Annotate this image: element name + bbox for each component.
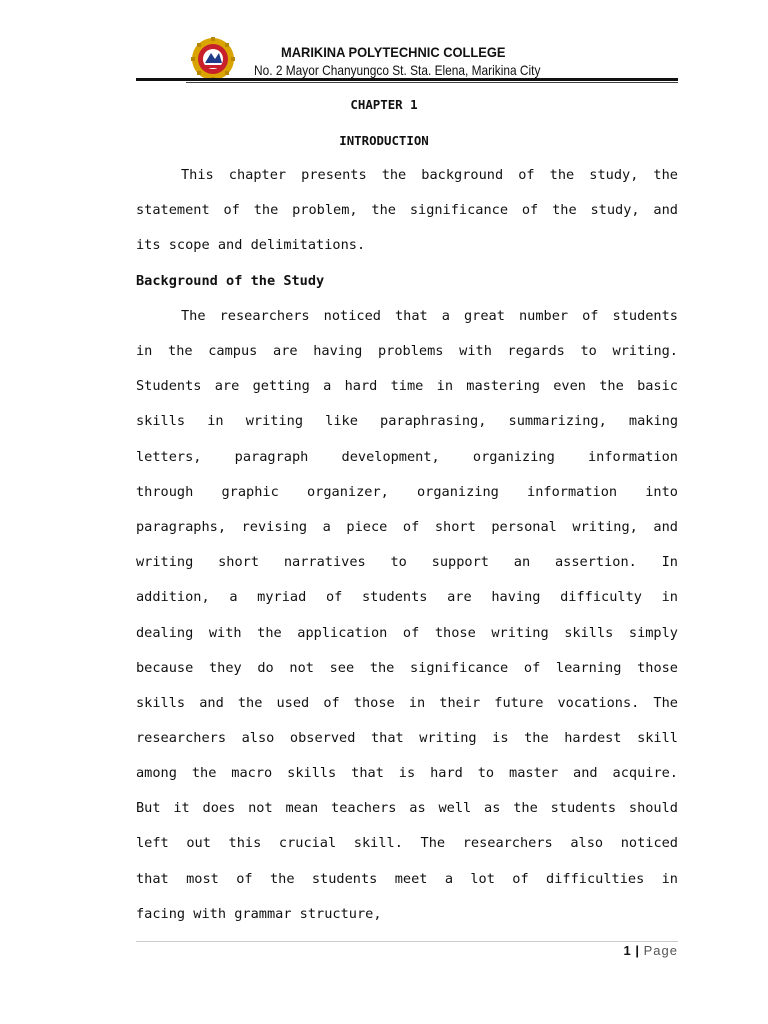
school-address: No. 2 Mayor Chanyungco St. Sta. Elena, Marikina City (254, 62, 541, 78)
body-line: that most of the students meet a lot of difficulties in (136, 871, 678, 887)
section-title: INTRODUCTION (339, 133, 429, 148)
body-line: facing with grammar structure, (136, 906, 382, 922)
document-header (180, 36, 680, 84)
body-line: addition, a myriad of students are having difficulty in (136, 589, 678, 605)
body-line: skills and the used of those in their future vocations. The (136, 695, 678, 711)
body-line: researchers also observed that writing is the hardest skill (136, 730, 678, 746)
body-line: dealing with the application of those writing skills simply (136, 625, 678, 641)
body-line: paragraphs, revising a piece of short personal writing, and (136, 519, 678, 535)
page-footer (624, 943, 679, 958)
intro-line: its scope and delimitations. (136, 237, 366, 253)
college-seal-icon (185, 37, 241, 81)
body-line: among the macro skills that is hard to master and acquire. (136, 765, 678, 781)
page-number: 1 (623, 943, 631, 958)
body-line: through graphic organizer, organizing information into (136, 484, 678, 500)
body-line: left out this crucial skill. The researchers also noticed (136, 835, 678, 851)
body-line: in the campus are having problems with regards to writing. (136, 343, 678, 359)
page-separator: | (635, 943, 639, 958)
header-divider-thin (186, 82, 678, 83)
body-line: The researchers noticed that a great number of students (181, 308, 678, 324)
body-line: letters, paragraph development, organizing information (136, 449, 678, 465)
school-name: MARIKINA POLYTECHNIC COLLEGE (281, 44, 506, 60)
subheading: Background of the Study (136, 273, 325, 289)
header-divider (136, 78, 678, 81)
body-line: Students are getting a hard time in mastering even the basic (136, 378, 678, 394)
footer-divider (136, 941, 678, 942)
intro-line: This chapter presents the background of the study, the (181, 167, 678, 183)
body-line: But it does not mean teachers as well as the students should (136, 800, 678, 816)
body-line: writing short narratives to support an assertion. In (136, 554, 678, 570)
body-line: because they do not see the significance of learning those (136, 660, 678, 676)
intro-line: statement of the problem, the significance of the study, and (136, 202, 678, 218)
chapter-label: CHAPTER 1 (350, 97, 418, 112)
body-line: skills in writing like paraphrasing, summarizing, making (136, 413, 678, 429)
page-label: Page (643, 943, 678, 958)
